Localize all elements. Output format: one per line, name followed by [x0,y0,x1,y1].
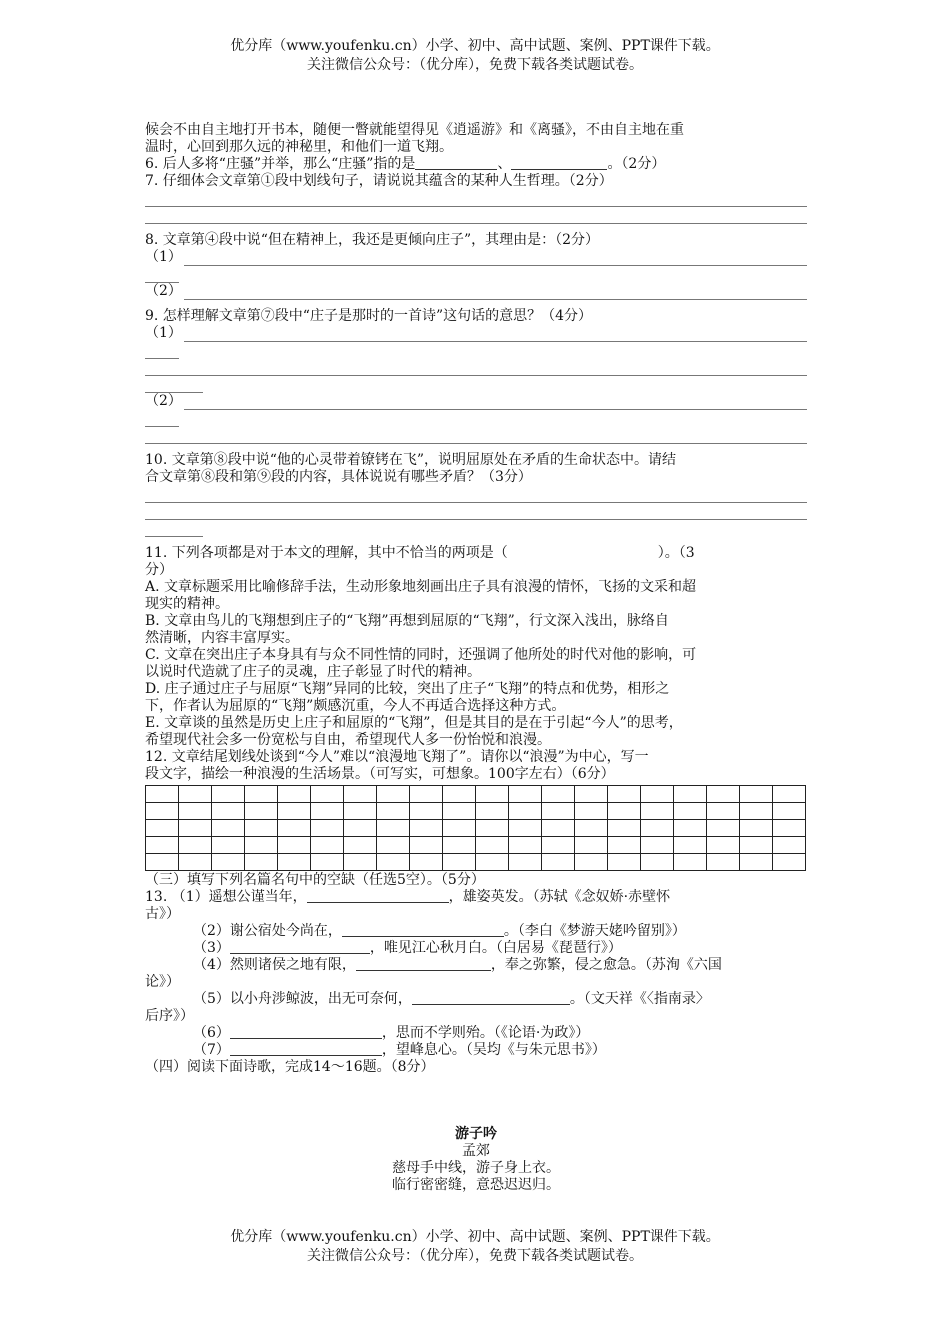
grid-cell[interactable] [476,786,509,803]
grid-cell[interactable] [674,820,707,837]
grid-cell[interactable] [245,803,278,820]
q11-option-c: C. 文章在突出庄子本身具有与众不同性情的同时，还强调了他所处的时代对他的影响，可 [145,647,697,663]
grid-cell[interactable] [212,820,245,837]
poem-author: 孟郊 [462,1143,490,1159]
grid-cell[interactable] [740,820,773,837]
answer-line-continuation[interactable] [145,266,179,283]
grid-cell[interactable] [575,786,608,803]
grid-cell[interactable] [707,786,740,803]
section-4-title: （四）阅读下面诗歌，完成14～16题。（8分） [145,1059,435,1075]
grid-cell[interactable] [575,803,608,820]
q13-7-blank[interactable] [230,1042,382,1056]
grid-cell[interactable] [641,854,674,871]
q13-4-blank[interactable] [356,957,491,971]
q13-4-text: （4）然则诸侯之地有限， [193,957,356,973]
q13-1-source: ，雄姿英发。（苏轼《念奴娇·赤壁怀 [448,889,671,905]
grid-cell[interactable] [146,837,179,854]
grid-cell[interactable] [410,803,443,820]
q13-item-6 [145,1025,807,1042]
grid-cell[interactable] [773,837,806,854]
grid-cell[interactable] [278,837,311,854]
q13-3-text: （3） [193,940,230,956]
grid-cell[interactable] [377,803,410,820]
q13-item-5 [145,991,807,1008]
grid-cell[interactable] [740,803,773,820]
answer-line[interactable] [145,190,807,207]
grid-cell[interactable] [674,786,707,803]
exam-content [145,122,807,1194]
grid-cell[interactable] [773,820,806,837]
grid-cell[interactable] [377,837,410,854]
grid-cell[interactable] [344,803,377,820]
q13-2-blank[interactable] [342,923,504,937]
grid-cell[interactable] [278,786,311,803]
grid-cell[interactable] [575,837,608,854]
q13-3-blank[interactable] [230,940,370,954]
grid-cell[interactable] [146,820,179,837]
q13-4-source: ，奉之弥繁，侵之愈急。（苏洵《六国 [490,957,722,973]
question-12-line-2: 段文字，描绘一种浪漫的生活场景。（可写实，可想象。100字左右）（6分） [145,766,615,782]
grid-cell[interactable] [575,854,608,871]
grid-cell[interactable] [245,837,278,854]
header-line-1: 优分库（www.youfenku.cn）小学、初中、高中试题、案例、PPT课件下载。 [230,38,720,54]
grid-cell[interactable] [245,786,278,803]
grid-cell[interactable] [443,854,476,871]
grid-cell[interactable] [278,854,311,871]
grid-cell[interactable] [311,820,344,837]
poem-line-1: 慈母手中线，游子身上衣。 [392,1160,560,1176]
grid-cell[interactable] [377,854,410,871]
grid-cell[interactable] [179,854,212,871]
grid-cell[interactable] [410,837,443,854]
question-10-line-2: 合文章第⑧段和第⑨段的内容，具体说说有哪些矛盾？（3分） [145,469,532,485]
q11-option-b: B. 文章由鸟儿的飞翔想到庄子的“飞翔”再想到屈原的“飞翔”，行文深入浅出，脉络自 [145,613,669,629]
grid-cell[interactable] [740,854,773,871]
grid-cell[interactable] [278,820,311,837]
grid-cell[interactable] [608,820,641,837]
q6-score: 。（2分） [607,156,666,172]
q13-5-text: （5）以小舟涉鲸波，出无可奈何， [193,991,412,1007]
q11-option-c-cont: 以说时代造就了庄子的灵魂，庄子彰显了时代的精神。 [145,664,481,680]
grid-cell[interactable] [509,854,542,871]
intro-line-1: 候会不由自主地打开书本，随便一瞥就能望得见《逍遥游》和《离骚》，不由自主地在重 [145,122,684,138]
grid-cell[interactable] [311,803,344,820]
q13-item-2 [145,923,807,940]
q9-answer-2[interactable] [145,393,807,410]
q13-item-5-cont: 后序》） [145,1008,194,1024]
grid-cell[interactable] [707,803,740,820]
answer-line[interactable] [145,427,807,444]
grid-cell[interactable] [311,786,344,803]
grid-cell[interactable] [311,854,344,871]
q11-option-a-cont: 现实的精神。 [145,596,229,612]
grid-cell[interactable] [476,803,509,820]
footer-line-1: 优分库（www.youfenku.cn）小学、初中、高中试题、案例、PPT课件下载。 [230,1229,720,1245]
grid-cell[interactable] [179,820,212,837]
grid-cell[interactable] [410,820,443,837]
grid-cell[interactable] [377,786,410,803]
q9-label-2: （2） [145,393,182,409]
grid-cell[interactable] [212,837,245,854]
grid-cell[interactable] [476,820,509,837]
q6-text: 6. 后人多将“庄骚”并举，那么“庄骚”指的是 [145,156,416,172]
grid-cell[interactable] [377,820,410,837]
q13-item-4-cont: 论》） [145,974,180,990]
q13-7-source: ，望峰息心。（吴均《与朱元思书》） [381,1042,606,1058]
q8-label-1: （1） [145,249,182,265]
grid-cell[interactable] [509,837,542,854]
grid-cell[interactable] [542,803,575,820]
grid-cell[interactable] [740,786,773,803]
grid-cell[interactable] [344,837,377,854]
grid-cell[interactable] [542,837,575,854]
grid-cell[interactable] [608,837,641,854]
q13-6-blank[interactable] [230,1025,382,1039]
grid-cell[interactable] [212,803,245,820]
grid-cell[interactable] [476,854,509,871]
grid-cell[interactable] [245,820,278,837]
q11-option-e-cont: 希望现代社会多一份宽松与自由，希望现代人多一份怡悦和浪漫。 [145,732,551,748]
q13-5-blank[interactable] [412,991,570,1005]
grid-cell[interactable] [707,837,740,854]
grid-cell[interactable] [245,854,278,871]
grid-cell[interactable] [509,820,542,837]
grid-cell[interactable] [476,837,509,854]
q8-answer-1[interactable] [145,249,807,266]
grid-cell[interactable] [212,854,245,871]
grid-cell[interactable] [707,854,740,871]
q11-option-e: E. 文章谈的虽然是历史上庄子和屈原的“飞翔”，但是其目的是在于引起“今人”的思考， [145,715,683,731]
grid-cell[interactable] [146,803,179,820]
grid-cell[interactable] [509,786,542,803]
grid-cell[interactable] [542,854,575,871]
q8-label-2: （2） [145,283,182,299]
grid-cell[interactable] [641,803,674,820]
grid-cell[interactable] [641,820,674,837]
page-footer [0,1228,950,1266]
q13-item-3 [145,940,807,957]
answer-line[interactable] [145,503,807,520]
question-12-line-1: 12. 文章结尾划线处谈到“今人”难以“浪漫地飞翔了”。请你以“浪漫”为中心，写一 [145,749,649,765]
answer-line[interactable] [145,207,807,224]
grid-cell[interactable] [278,803,311,820]
question-11-stem [145,545,807,562]
grid-cell[interactable] [410,786,443,803]
grid-cell[interactable] [641,786,674,803]
q13-item-7 [145,1042,807,1059]
grid-cell[interactable] [674,854,707,871]
grid-cell[interactable] [740,837,773,854]
grid-cell[interactable] [443,786,476,803]
grid-cell[interactable] [179,803,212,820]
answer-line-continuation[interactable] [145,410,179,427]
answer-line-continuation[interactable] [145,376,203,393]
q9-label-1: （1） [145,325,182,341]
question-11-stem-cont: 分） [145,562,173,578]
poem-title: 游子吟 [455,1126,497,1142]
grid-cell[interactable] [344,820,377,837]
q8-answer-2[interactable] [145,283,807,300]
grid-cell[interactable] [179,837,212,854]
q13-item-1-cont: 古》） [145,906,180,922]
writing-grid[interactable] [145,785,806,871]
q6-blank-1[interactable] [415,156,497,170]
q13-item-1 [145,889,807,906]
q9-answer-1[interactable] [145,325,807,342]
grid-cell[interactable] [707,820,740,837]
grid-cell[interactable] [509,803,542,820]
q11-option-b-cont: 然清晰，内容丰富厚实。 [145,630,299,646]
poem-line-2: 临行密密缝，意恐迟迟归。 [392,1177,560,1193]
poem [145,1126,807,1194]
grid-cell[interactable] [608,803,641,820]
grid-cell[interactable] [410,854,443,871]
grid-cell[interactable] [443,837,476,854]
q6-separator: 、 [497,156,512,172]
footer-line-2: 关注微信公众号：（优分库），免费下载各类试题试卷。 [307,1248,643,1264]
grid-cell[interactable] [773,803,806,820]
grid-cell[interactable] [146,854,179,871]
grid-cell[interactable] [344,854,377,871]
q13-5-source: 。（文天祥《〈指南录〉 [569,991,710,1007]
intro-line-2: 温时，心回到那久远的神秘里，和他们一道飞翔。 [145,139,453,155]
grid-cell[interactable] [146,786,179,803]
q13-3-source: ，唯见江心秋月白。（白居易《琵琶行》） [369,940,622,956]
grid-cell[interactable] [608,786,641,803]
q13-1-blank[interactable] [307,889,449,903]
grid-cell[interactable] [179,786,212,803]
q13-6-text: （6） [193,1025,230,1041]
question-9: 9. 怎样理解文章第⑦段中“庄子是那时的一首诗”这句话的意思？（4分） [145,308,593,324]
q13-2-source: 。（李白《梦游天姥吟留别》） [503,923,686,939]
q11-option-d: D. 庄子通过庄子与屈原“飞翔”异同的比较，突出了庄子“飞翔”的特点和优势，相形之 [145,681,670,697]
q6-blank-2[interactable] [511,156,607,170]
q13-1-text: 13. （1）遥想公谨当年， [145,889,307,905]
answer-line[interactable] [145,359,807,376]
question-10-line-1: 10. 文章第⑧段中说“他的心灵带着镣铐在飞”，说明屈原处在矛盾的生命状态中。请结 [145,452,677,468]
grid-cell[interactable] [443,803,476,820]
question-7: 7. 仔细体会文章第①段中划线句子，请说说其蕴含的某种人生哲理。（2分） [145,173,613,189]
grid-cell[interactable] [344,786,377,803]
grid-cell[interactable] [212,786,245,803]
section-3-title: （三）填写下列名篇名句中的空缺（任选5空）。（5分） [145,872,485,888]
q11-option-a: A. 文章标题采用比喻修辞手法，生动形象地刻画出庄子具有浪漫的情怀，飞扬的文采和超 [145,579,697,595]
grid-cell[interactable] [542,786,575,803]
answer-line[interactable] [145,486,807,503]
header-line-2: 关注微信公众号：（优分库），免费下载各类试题试卷。 [307,57,643,73]
question-8: 8. 文章第④段中说“但在精神上，我还是更倾向庄子”，其理由是：（2分） [145,232,600,248]
q11-stem-text: 11. 下列各项都是对于本文的理解，其中不恰当的两项是（ [145,545,508,561]
grid-cell[interactable] [311,837,344,854]
grid-cell[interactable] [641,837,674,854]
q13-6-source: ，思而不学则殆。（《论语·为政》） [381,1025,590,1041]
q13-item-4 [145,957,807,974]
grid-cell[interactable] [443,820,476,837]
answer-line-continuation[interactable] [145,520,203,537]
q11-option-d-cont: 下，作者认为屈原的“飞翔”颇感沉重，今人不再适合选择这种方式。 [145,698,566,714]
answer-line-continuation[interactable] [145,342,179,359]
q13-7-text: （7） [193,1042,230,1058]
grid-cell[interactable] [674,837,707,854]
grid-cell[interactable] [542,820,575,837]
page-header [0,37,950,75]
grid-cell[interactable] [773,854,806,871]
q11-score: ）。（3 [657,545,695,561]
grid-cell[interactable] [773,786,806,803]
question-6 [145,156,807,173]
grid-cell[interactable] [674,803,707,820]
grid-cell[interactable] [608,854,641,871]
q13-2-text: （2）谢公宿处今尚在， [193,923,342,939]
grid-cell[interactable] [575,820,608,837]
